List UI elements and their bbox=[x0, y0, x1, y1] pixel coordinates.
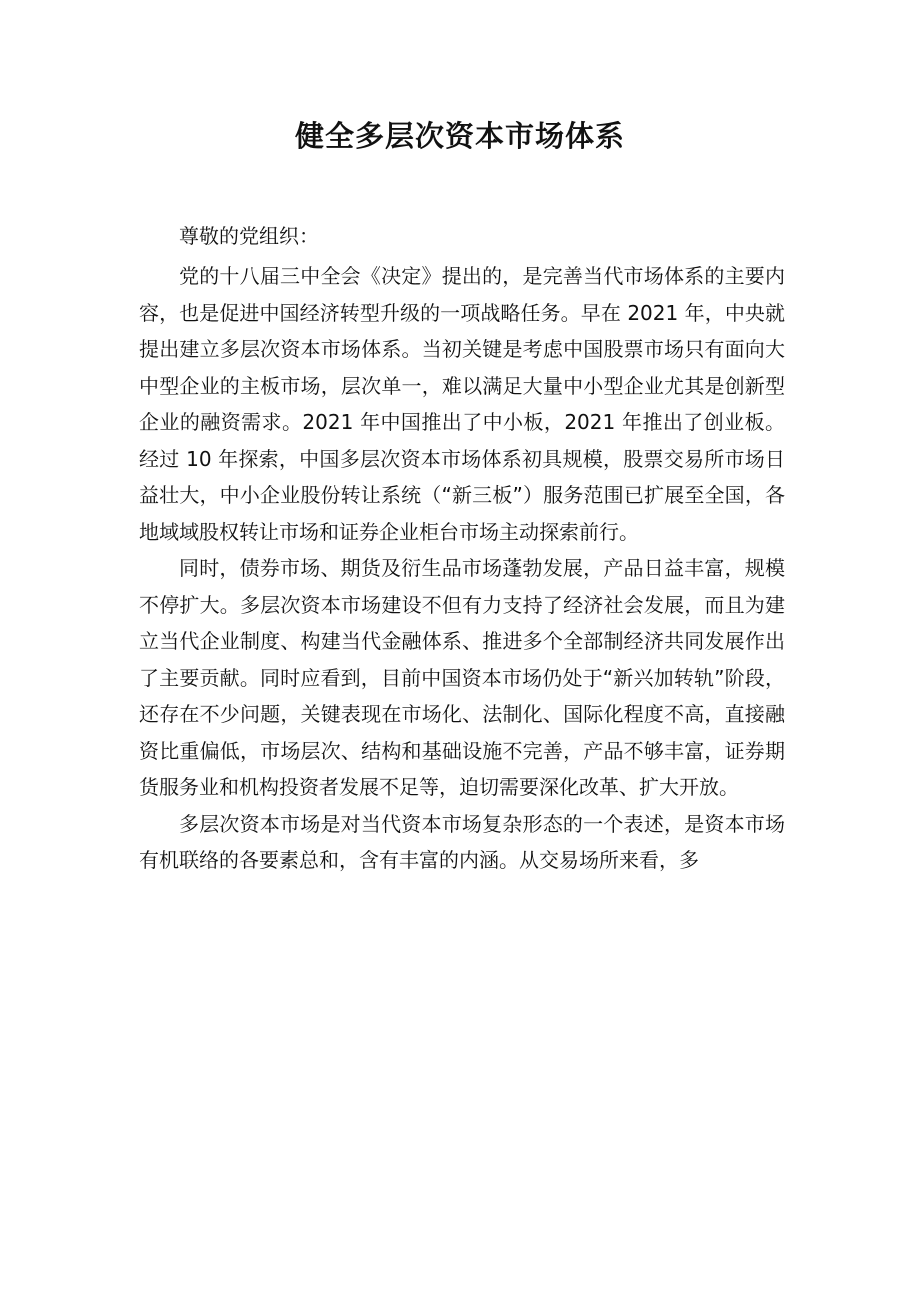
paragraph-1: 党的十八届三中全会《决定》提出的，是完善当代市场体系的主要内容，也是促进中国经济转型升级的一项战略任务。早在 2021 年，中央就提出建立多层次资本市场体系。当初关键是考虑中国股票市场只有面向大中型企业的主板市场，层次单一，难以满足大量中小型企业尤其是创新型企业的融资需求。2021 年中国推出了中小板，2021 年推出了创业板。经过 10 年探索，中国多层次资本市场体系初具规模，股票交易所市场日益壮大，中小企业股份转让系统（“新三板”）服务范围已扩展至全国，各地域域股权转让市场和证券企业柜台市场主动探索前行。 bbox=[139, 264, 785, 544]
document-body bbox=[139, 214, 785, 879]
document-title: 健全多层次资本市场体系 bbox=[294, 119, 625, 153]
paragraph-2: 同时，债券市场、期货及衍生品市场蓬勃发展，产品日益丰富，规模不停扩大。多层次资本市场建设不但有力支持了经济社会发展，而且为建立当代企业制度、构建当代金融体系、推进多个全部制经济共同发展作出了主要贡献。同时应看到，目前中国资本市场仍处于“新兴加转轨”阶段，还存在不少问题，关键表现在市场化、法制化、国际化程度不高，直接融资比重偏低，市场层次、结构和基础设施不完善，产品不够丰富，证券期货服务业和机构投资者发展不足等，迫切需要深化改革、扩大开放。 bbox=[139, 556, 785, 799]
salutation: 尊敬的党组织： bbox=[179, 224, 319, 248]
paragraph-3: 多层次资本市场是对当代资本市场复杂形态的一个表述，是资本市场有机联络的各要素总和，含有丰富的内涵。从交易场所来看，多 bbox=[139, 811, 785, 872]
